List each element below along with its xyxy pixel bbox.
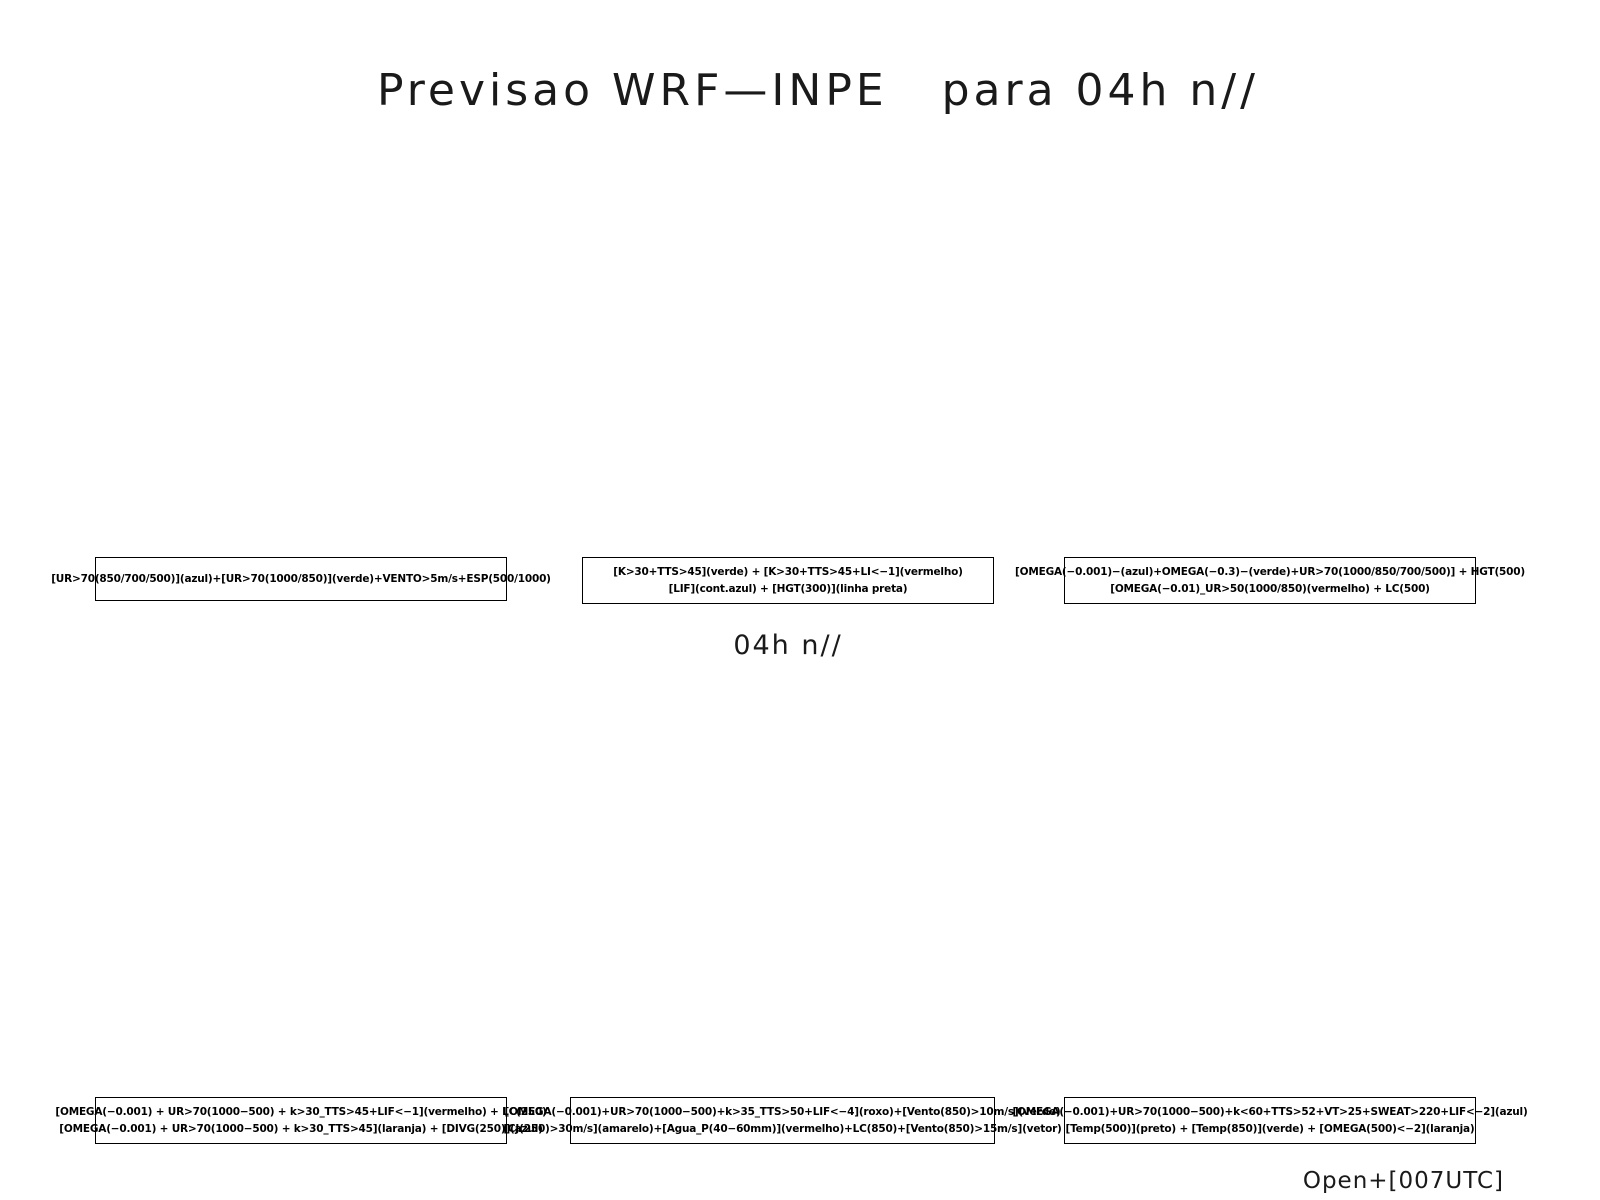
legend-line: [OMEGA(−0.001)+UR>70(1000−500)+k<60+TTS>52+VT>25+SWEAT>220+LIF<−2](azul) xyxy=(1012,1106,1528,1119)
legend-box-bottom-left xyxy=(55,1097,547,1144)
legend-line: [OMEGA(−0.001) + UR>70(1000−500) + k>30_TTS>45](laranja) + [DIVG(250)](azul) xyxy=(59,1122,543,1135)
legend-line: [LIF](cont.azul) + [HGT(300)](linha preta) xyxy=(668,582,908,595)
legend-line: [OMEGA(−0.001) + UR>70(1000−500) + k>30_TTS>45+LIF<−1](vermelho) + LC(250) xyxy=(55,1106,547,1119)
legend-box-bottom-middle xyxy=(503,1097,1062,1144)
page-title xyxy=(0,14,1600,116)
legend-line: [OMEGA(−0.001)−(azul)+OMEGA(−0.3)−(verde)+UR>70(1000/850/700/500)] + HGT(500) xyxy=(1015,566,1525,579)
legend-box-bottom-right xyxy=(1012,1097,1528,1144)
legend-box-top-right xyxy=(1015,557,1525,604)
legend-line: [UR>70(850/700/500)](azul)+[UR>70(1000/850)](verde)+VENTO>5m/s+ESP(500/1000) xyxy=(51,572,551,585)
legend-box-top-middle xyxy=(582,557,994,604)
footer-label: Open+[007UTC] xyxy=(1302,1168,1504,1194)
page-title-text: Previsao WRF—INPE para 04h n// xyxy=(377,65,1259,116)
legend-box-top-left xyxy=(51,557,551,601)
center-subtitle: 04h n// xyxy=(733,630,843,661)
legend-line: [K>30+TTS>45](verde) + [K>30+TTS>45+LI<−1](vermelho) xyxy=(613,566,963,579)
legend-line: [OMEGA(−0.001)+UR>70(1000−500)+k>35_TTS>50+LIF<−4](roxo)+[Vento(850)>10m/s](verde) xyxy=(504,1106,1061,1119)
legend-line: [Temp(500)](preto) + [Temp(850)](verde) + [OMEGA(500)<−2](laranja) xyxy=(1065,1122,1475,1135)
legend-line: [OMEGA(−0.01)_UR>50(1000/850)(vermelho) + LC(500) xyxy=(1110,582,1430,595)
legend-line: [CJ(250)>30m/s](amarelo)+[Agua_P(40−60mm)](vermelho)+LC(850)+[Vento(850)>15m/s](vetor) xyxy=(503,1122,1062,1135)
